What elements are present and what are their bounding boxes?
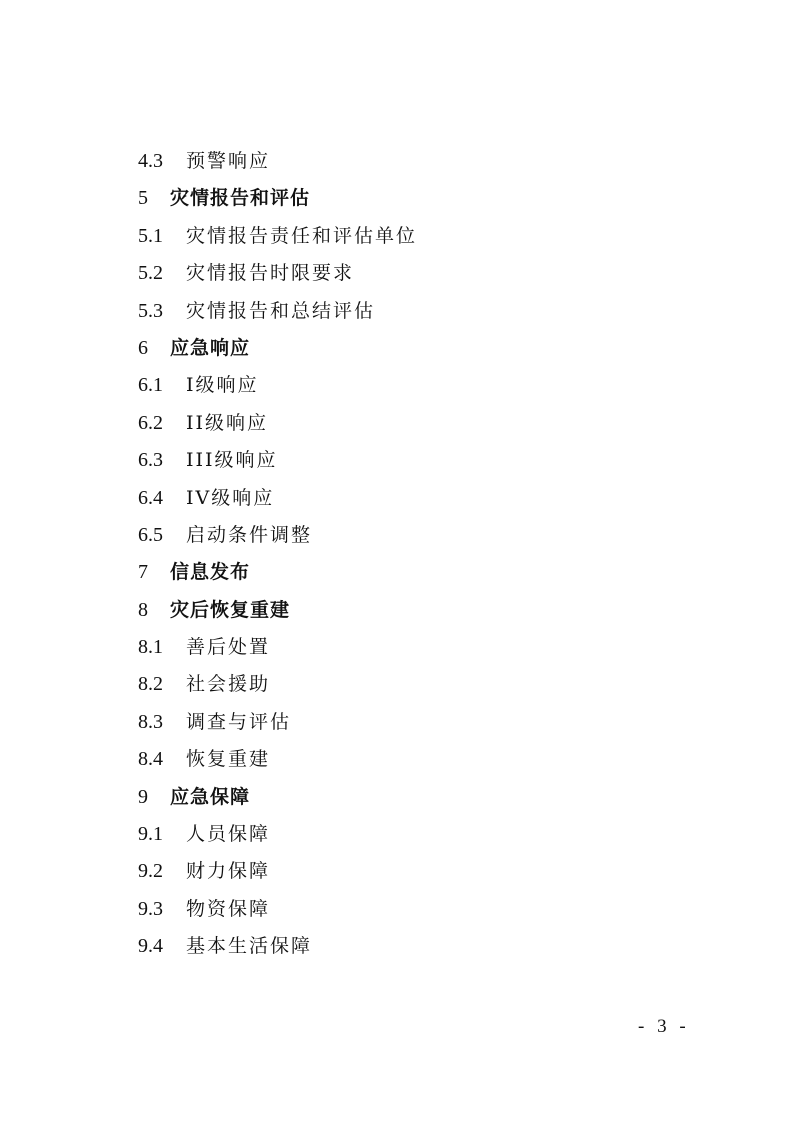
toc-entry-8-3: [138, 704, 738, 741]
toc-entry-title: 财力保障: [186, 860, 271, 883]
page-number: - 3 -: [638, 1016, 690, 1037]
toc-entry-number: 9.1: [138, 823, 163, 846]
toc-entry-title: 善后处置: [186, 636, 271, 659]
toc-entry-9-1: [138, 816, 738, 853]
toc-entry-6-2: [138, 405, 738, 442]
toc-entry-number: 9.2: [138, 860, 163, 883]
toc-entry-title: IV级响应: [186, 486, 275, 509]
toc-entry-title: 物资保障: [186, 897, 271, 920]
toc-entry-title: 人员保障: [186, 823, 271, 846]
toc-entry-number: 8.4: [138, 748, 163, 771]
toc-entry-number: 9.3: [138, 897, 163, 920]
toc-entry-9-3: [138, 891, 738, 928]
toc-heading-8: [138, 592, 738, 629]
toc-heading-title: 灾后恢复重建: [170, 598, 291, 621]
toc-heading-number: 6: [138, 336, 148, 359]
toc-entry-6-3: [138, 442, 738, 479]
toc-entry-number: 6.2: [138, 411, 163, 434]
toc-entry-number: 5.1: [138, 224, 163, 247]
toc-entry-6-5: [138, 517, 738, 554]
toc-entry-4-3: [138, 143, 738, 180]
toc-entry-number: 8.3: [138, 710, 163, 733]
toc-entry-title: 启动条件调整: [186, 523, 313, 546]
toc-entry-title: 预警响应: [186, 150, 271, 172]
toc-entry-number: 9.4: [138, 935, 163, 958]
toc-heading-title: 信息发布: [170, 561, 251, 584]
toc-entry-title: 灾情报告和总结评估: [186, 299, 376, 322]
toc-heading-9: [138, 779, 738, 816]
toc-heading-number: 7: [138, 561, 148, 584]
toc-entry-title: 基本生活保障: [186, 935, 313, 958]
toc-heading-number: 5: [138, 187, 148, 210]
toc-heading-6: [138, 330, 738, 367]
toc-heading-number: 8: [138, 598, 148, 621]
toc-entry-title: III级响应: [186, 449, 278, 472]
toc-heading-number: 9: [138, 785, 148, 808]
toc-entry-number: 4.3: [138, 150, 163, 172]
toc-entry-9-2: [138, 853, 738, 890]
toc-entry-5-3: [138, 293, 738, 330]
toc-entry-title: 调查与评估: [186, 710, 292, 733]
toc-entry-number: 8.2: [138, 673, 163, 696]
toc-entry-title: 社会援助: [186, 673, 271, 696]
toc-entry-5-1: [138, 218, 738, 255]
toc-entry-9-4: [138, 928, 738, 965]
toc-heading-5: [138, 180, 738, 217]
toc-entry-8-1: [138, 629, 738, 666]
toc-entry-title: I级响应: [186, 374, 259, 397]
toc-entry-title: 灾情报告责任和评估单位: [186, 224, 418, 247]
toc-entry-number: 6.3: [138, 449, 163, 472]
toc-heading-title: 应急保障: [170, 785, 251, 808]
toc-entry-5-2: [138, 255, 738, 292]
toc-entry-number: 5.2: [138, 262, 163, 285]
toc-entry-6-4: [138, 480, 738, 517]
toc-entry-number: 5.3: [138, 299, 163, 322]
toc-entry-title: 恢复重建: [186, 748, 271, 771]
toc-heading-title: 应急响应: [170, 336, 251, 359]
toc-entry-6-1: [138, 367, 738, 404]
toc-heading-title: 灾情报告和评估: [170, 187, 311, 210]
toc-entry-number: 6.4: [138, 486, 163, 509]
toc-entry-number: 6.5: [138, 523, 163, 546]
toc-entry-title: II级响应: [186, 411, 269, 434]
toc-entry-8-4: [138, 741, 738, 778]
table-of-contents: [138, 143, 738, 966]
toc-entry-number: 6.1: [138, 374, 163, 397]
toc-heading-7: [138, 554, 738, 591]
toc-entry-title: 灾情报告时限要求: [186, 262, 355, 285]
toc-entry-8-2: [138, 666, 738, 703]
toc-entry-number: 8.1: [138, 636, 163, 659]
